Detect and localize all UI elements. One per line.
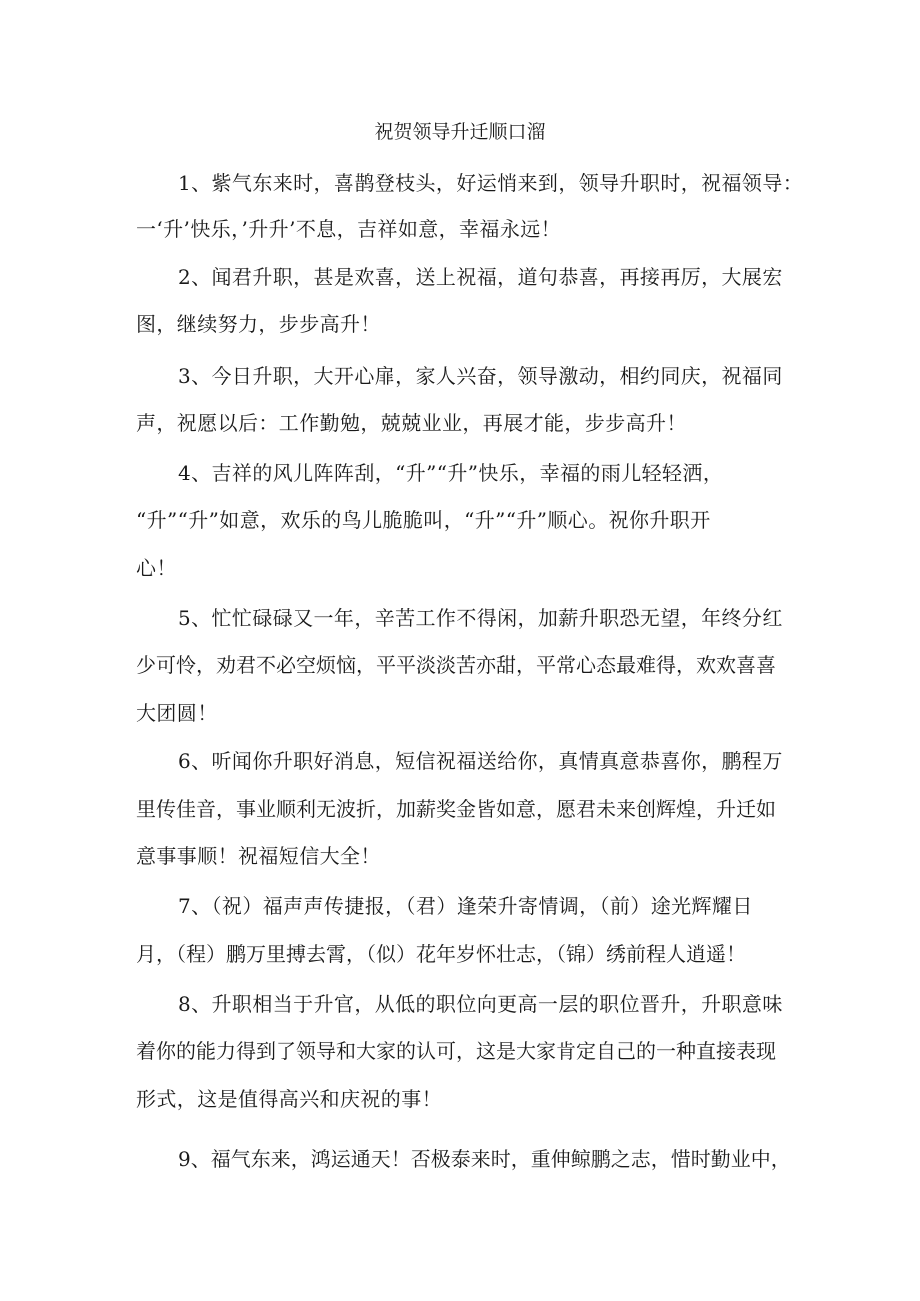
text-line-20: 形式，这是值得高兴和庆祝的事！: [136, 1087, 442, 1111]
text-line-10: 5、忙忙碌碌又一年，辛苦工作不得闲，加薪升职恐无望，年终分红: [178, 606, 783, 630]
text-line-7: 4、吉祥的风儿阵阵刮，“升”“升”快乐，幸福的雨儿轻轻洒，: [178, 461, 724, 485]
document-title: 祝贺领导升迁顺口溜: [374, 121, 546, 143]
text-line-13: 6、听闻你升职好消息，短信祝福送给你，真情真意恭喜你，鹏程万: [178, 749, 783, 773]
text-line-4: 图，继续努力，步步高升！: [136, 312, 381, 336]
text-line-16: 7、（祝）福声声传捷报，（君）逢荣升寄情调，（前）途光辉耀日: [178, 894, 753, 918]
text-line-11: 少可怜，劝君不必空烦恼，平平淡淡苦亦甜，平常心态最难得，欢欢喜喜: [136, 653, 776, 677]
text-line-19: 着你的能力得到了领导和大家的认可，这是大家肯定自己的一种直接表现: [136, 1039, 776, 1063]
text-line-5: 3、今日升职，大开心扉，家人兴奋，领导激动，相约同庆，祝福同: [178, 364, 783, 388]
text-line-6: 声，祝愿以后：工作勤勉，兢兢业业，再展才能，步步高升！: [136, 411, 687, 435]
text-line-2: 一‘升’快乐，’升升’不息，吉祥如意，幸福永远！: [136, 217, 562, 241]
text-line-15: 意事事顺！祝福短信大全！: [136, 844, 381, 868]
text-line-3: 2、闻君升职，甚是欢喜，送上祝福，道句恭喜，再接再厉，大展宏: [178, 265, 783, 289]
text-line-21: 9、福气东来，鸿运通天！否极泰来时，重伸鲸鹏之志，惜时勤业中，: [178, 1147, 791, 1171]
text-line-1: 1、紫气东来时，喜鹊登枝头，好运悄来到，领导升职时，祝福领导：: [178, 171, 804, 195]
text-line-17: 月，（程）鹏万里搏去霄，（似）花年岁怀壮志，（锦）绣前程人逍遥！: [136, 942, 746, 966]
text-line-18: 8、升职相当于升官，从低的职位向更高一层的职位晋升，升职意味: [178, 992, 783, 1016]
text-line-14: 里传佳音，事业顺利无波折，加薪奖金皆如意，愿君未来创辉煌，升迁如: [136, 797, 776, 821]
text-line-8: “升”“升”如意，欢乐的鸟儿脆脆叫，“升”“升”顺心。祝你升职开: [136, 508, 711, 532]
text-line-12: 大团圆！: [136, 701, 218, 725]
text-line-9: 心！: [136, 556, 177, 580]
